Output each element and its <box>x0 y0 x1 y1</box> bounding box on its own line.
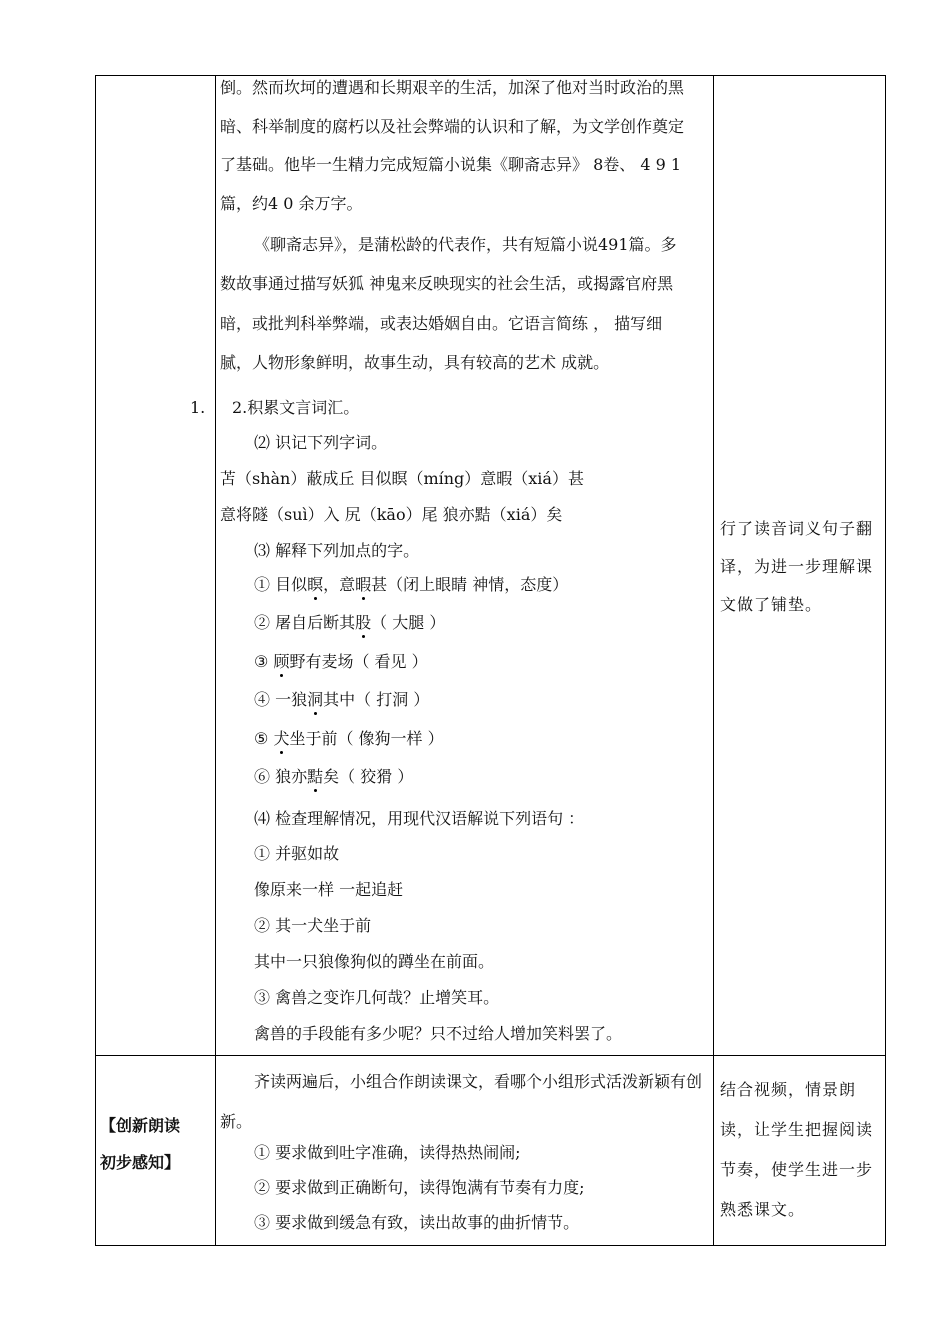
bio-line: 了基础。他毕一生精力完成短篇小说集《聊斋志异》 8卷、 4 9 1 <box>220 155 682 174</box>
reading-requirement: ③ 要求做到缓急有致，读出故事的曲折情节。 <box>254 1213 580 1232</box>
pinyin-line: 意将隧（suì）入 尻（kāo）尾 狼亦黠（xiá）矣 <box>220 505 563 524</box>
section-label: 初步感知】 <box>100 1153 181 1172</box>
work-line: 腻，人物形象鲜明，故事生动，具有较高的艺术 成就。 <box>220 353 610 372</box>
column-divider <box>713 76 714 1245</box>
gloss-item: ⑤ 犬坐于前（ 像狗一样 ） <box>254 729 444 748</box>
translation-line: 禽兽的手段能有多少呢？只不过给人增加笑料罢了。 <box>254 1024 623 1043</box>
vocab-heading: 2.积累文言词汇。 <box>232 398 360 417</box>
vocab-subheading: ⑶ 解释下列加点的字。 <box>254 541 420 560</box>
gloss-item: ③ 顾野有麦场（ 看见 ） <box>254 652 428 671</box>
translation-line: 像原来一样 一起追赶 <box>254 880 404 899</box>
reading-requirement: ② 要求做到正确断句，读得饱满有节奏有力度; <box>254 1178 585 1197</box>
gloss-item: ⑥ 狼亦黠矣（ 狡猾 ） <box>254 767 414 786</box>
row-divider <box>96 1055 885 1056</box>
bio-line: 倒。然而坎坷的遭遇和长期艰辛的生活，加深了他对当时政治的黑 <box>220 78 685 97</box>
column-divider <box>215 76 216 1245</box>
gloss-item: ① 目似瞑，意暇甚（闭上眼睛 神情，态度） <box>254 575 569 594</box>
reading-intro: 齐读两遍后，小组合作朗读课文，看哪个小组形式活泼新颖有创新。 <box>220 1072 703 1131</box>
bio-line: 暗、科举制度的腐朽以及社会弊端的认识和了解，为文学创作奠定 <box>220 117 685 136</box>
gloss-item: ② 屠自后断其股（ 大腿 ） <box>254 613 446 632</box>
row-number: 1. <box>190 398 206 417</box>
section-label: 【创新朗读 <box>100 1116 181 1135</box>
translation-line: 其中一只狼像狗似的蹲坐在前面。 <box>254 952 495 971</box>
gloss-item: ④ 一狼洞其中（ 打洞 ） <box>254 690 430 709</box>
purpose-note: 行了读音词义句子翻译，为进一步理解课文做了铺垫。 <box>720 519 874 614</box>
reading-requirement: ① 要求做到吐字准确，读得热热闹闹; <box>254 1143 521 1162</box>
purpose-note: 结合视频，情景朗读，让学生把握阅读节奏，使学生进一步熟悉课文。 <box>720 1080 874 1219</box>
vocab-subheading: ⑷ 检查理解情况，用现代汉语解说下列语句 ： <box>254 809 585 828</box>
pinyin-line: 苫（shàn）蔽成丘 目似瞑（míng）意暇（xiá）甚 <box>220 469 584 488</box>
translation-line: ② 其一犬坐于前 <box>254 916 372 935</box>
work-line: 数故事通过描写妖狐 神鬼来反映现实的社会生活，或揭露官府黑 <box>220 274 674 293</box>
work-line: 暗，或批判科举弊端，或表达婚姻自由。它语言简练 ， 描写细 <box>220 314 663 333</box>
vocab-subheading: ⑵ 识记下列字词。 <box>254 433 388 452</box>
translation-line: ① 并驱如故 <box>254 844 340 863</box>
translation-line: ③ 禽兽之变诈几何哉？止增笑耳。 <box>254 988 500 1007</box>
work-line: 《聊斋志异》，是蒲松龄的代表作，共有短篇小说491篇。多 <box>254 235 677 254</box>
bio-line: 篇，约4 0 余万字。 <box>220 194 363 213</box>
